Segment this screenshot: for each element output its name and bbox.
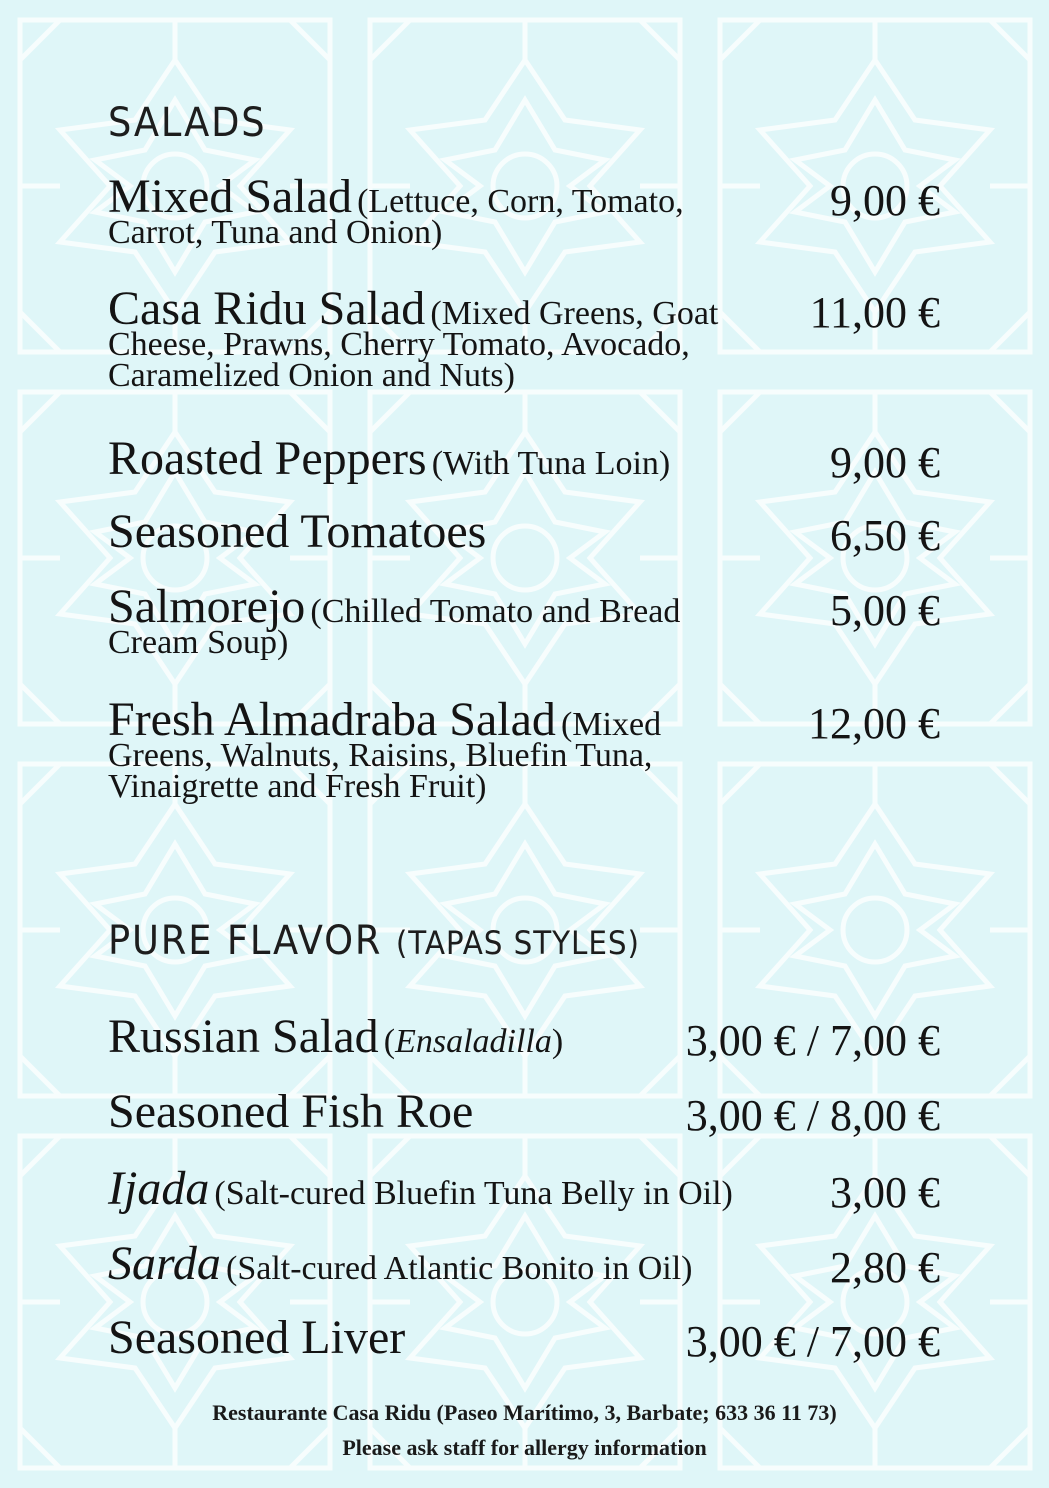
item-name: Ijada xyxy=(108,1162,210,1215)
menu-item-russian-salad xyxy=(108,1010,940,1065)
item-price: 3,00 € / 8,00 € xyxy=(685,1091,940,1140)
menu-item-casa-ridu-salad xyxy=(108,282,940,394)
item-name: Seasoned Fish Roe xyxy=(108,1085,474,1138)
item-name: Fresh Almadraba Salad xyxy=(108,693,556,746)
menu-item-salmorejo xyxy=(108,580,940,662)
section-title-text: PURE FLAVOR xyxy=(108,918,383,964)
item-name: Mixed Salad xyxy=(108,170,352,223)
item-price: 9,00 € xyxy=(830,438,940,487)
item-price: 2,80 € xyxy=(830,1243,940,1292)
menu-item-ijada xyxy=(108,1162,940,1217)
desc-close-paren: ) xyxy=(551,1023,564,1060)
item-name: Seasoned Liver xyxy=(108,1311,406,1364)
menu-item-seasoned-liver xyxy=(108,1311,940,1366)
menu-item-mixed-salad xyxy=(108,170,940,252)
item-price: 12,00 € xyxy=(808,699,940,748)
item-name: Salmorejo xyxy=(108,580,306,633)
item-description: (Mixed Greens, Walnuts, Raisins, Bluefin Tuna, Vinaigrette and Fresh Fruit) xyxy=(108,706,662,805)
item-name: Seasoned Tomatoes xyxy=(108,505,487,558)
item-description: (Chilled Tomato and Bread Cream Soup) xyxy=(108,593,681,662)
item-price: 11,00 € xyxy=(809,288,940,337)
desc-open-paren: ( xyxy=(383,1023,396,1060)
menu-item-seasoned-tomatoes xyxy=(108,505,940,560)
item-name: Sarda xyxy=(108,1237,221,1290)
menu-item-sarda xyxy=(108,1237,940,1292)
menu-item-fresh-almadraba-salad xyxy=(108,693,940,805)
item-description: (Salt-cured Bluefin Tuna Belly in Oil) xyxy=(214,1175,733,1212)
item-name: Casa Ridu Salad xyxy=(108,282,426,335)
item-price: 5,00 € xyxy=(830,586,940,635)
item-price: 9,00 € xyxy=(830,176,940,225)
menu-item-seasoned-fish-roe xyxy=(108,1085,940,1140)
item-price: 3,00 € xyxy=(830,1168,940,1217)
item-description: (With Tuna Loin) xyxy=(431,445,671,482)
item-price: 3,00 € / 7,00 € xyxy=(685,1317,940,1366)
section-subtitle: (TAPAS STYLES) xyxy=(395,924,640,962)
footer-allergy-note: Please ask staff for allergy information xyxy=(342,1435,707,1460)
item-description: (Lettuce, Corn, Tomato, Carrot, Tuna and Onion) xyxy=(108,183,684,252)
item-price: 6,50 € xyxy=(830,511,940,560)
item-price: 3,00 € / 7,00 € xyxy=(685,1016,940,1065)
section-title-salads: SALADS xyxy=(108,100,267,146)
menu-item-roasted-peppers xyxy=(108,432,940,487)
item-description: (Salt-cured Atlantic Bonito in Oil) xyxy=(226,1250,693,1287)
desc-italic-term: Ensaladilla xyxy=(395,1023,552,1060)
item-name: Roasted Peppers xyxy=(108,432,427,485)
item-description xyxy=(384,1023,563,1060)
item-description: (Mixed Greens, Goat Cheese, Prawns, Cherry Tomato, Avocado, Caramelized Onion and Nuts) xyxy=(108,295,719,394)
item-name: Russian Salad xyxy=(108,1010,379,1063)
footer-address: Restaurante Casa Ridu (Paseo Marítimo, 3, Barbate; 633 36 11 73) xyxy=(212,1400,837,1425)
section-title-pure-flavor xyxy=(108,918,640,964)
